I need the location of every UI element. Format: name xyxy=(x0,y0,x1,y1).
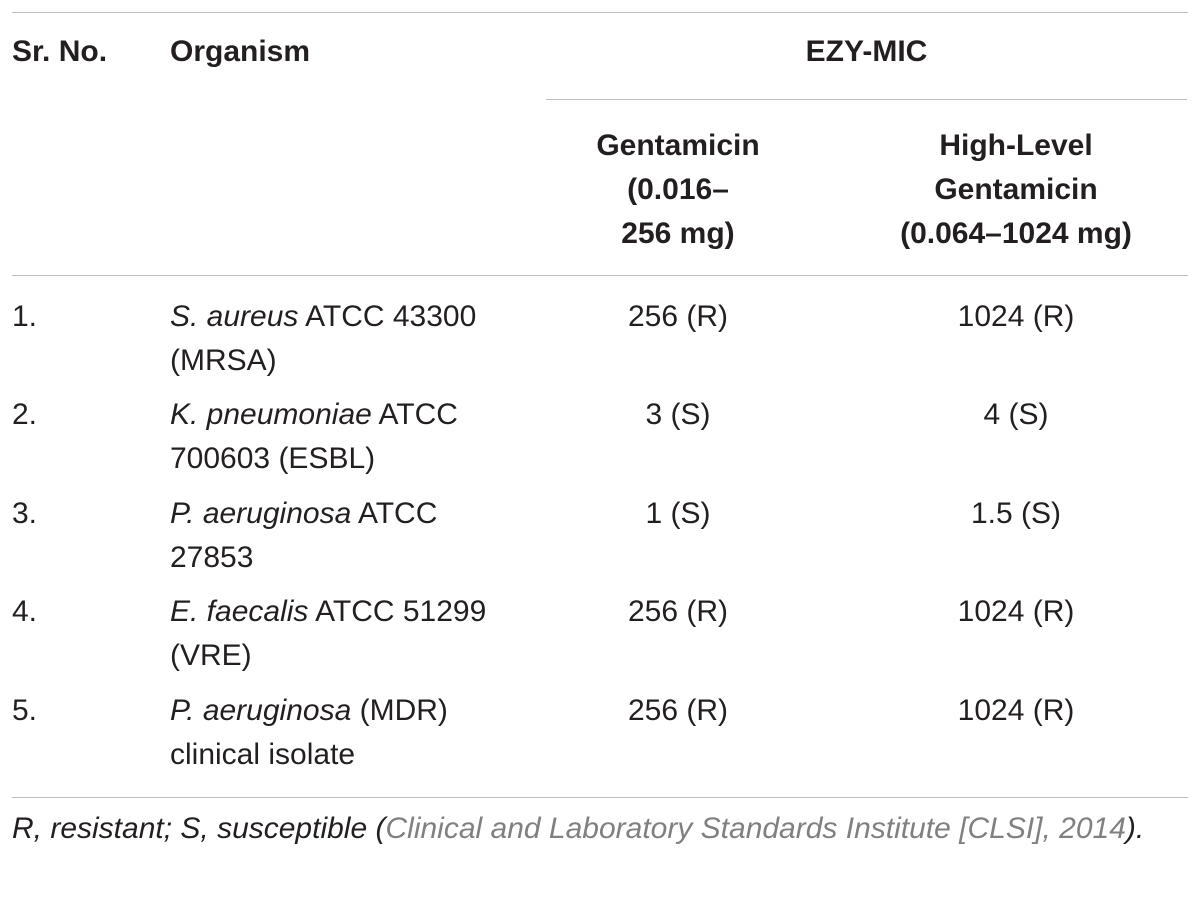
row-3-organism-italic: P. aeruginosa xyxy=(170,497,352,530)
row-2-sr: 2. xyxy=(12,398,38,431)
row-5-high-level: 1024 (R) xyxy=(957,694,1075,727)
row-1-organism xyxy=(170,295,540,383)
table-bottom-rule xyxy=(12,797,1188,798)
row-2-organism-italic: K. pneumoniae xyxy=(170,398,372,431)
row-2-organism-line1 xyxy=(170,393,540,437)
row-1-organism-rest: ATCC 43300 xyxy=(298,300,477,333)
row-4-organism-rest: ATCC 51299 xyxy=(308,595,487,628)
header-gentamicin-line1: Gentamicin xyxy=(596,129,760,162)
row-5-sr: 5. xyxy=(12,694,38,727)
footnote-tail: ). xyxy=(1125,812,1145,845)
header-ezy-mic: EZY-MIC xyxy=(805,35,928,68)
header-high-level-line1: High-Level xyxy=(939,129,1093,162)
ezy-mic-span-rule xyxy=(546,99,1187,100)
row-3-organism-rest: ATCC xyxy=(351,497,438,530)
table-top-rule xyxy=(12,12,1188,13)
row-3-high-level: 1.5 (S) xyxy=(970,497,1062,530)
row-4-organism-italic: E. faecalis xyxy=(170,595,309,628)
table-footnote xyxy=(12,806,1172,852)
row-4-organism xyxy=(170,590,540,678)
header-high-level-line3: (0.064–1024 mg) xyxy=(900,217,1132,250)
row-2-organism-line2: 700603 (ESBL) xyxy=(170,442,376,475)
row-4-organism-line1 xyxy=(170,590,540,634)
row-4-organism-line2: (VRE) xyxy=(170,639,252,672)
header-gentamicin-line2: (0.016– xyxy=(627,173,729,206)
row-2-high-level: 4 (S) xyxy=(983,398,1049,431)
row-5-organism-italic: P. aeruginosa xyxy=(170,694,352,727)
row-4-gentamicin: 256 (R) xyxy=(627,595,729,628)
header-sr-no: Sr. No. xyxy=(12,35,108,68)
footnote-reference-link[interactable]: Clinical and Laboratory Standards Institute [CLSI], 2014 xyxy=(385,812,1126,845)
row-1-organism-line2: (MRSA) xyxy=(170,344,277,377)
row-3-gentamicin: 1 (S) xyxy=(645,497,711,530)
header-organism: Organism xyxy=(170,35,311,68)
row-5-organism-rest: (MDR) xyxy=(351,694,448,727)
row-3-organism-line1 xyxy=(170,492,540,536)
row-1-high-level: 1024 (R) xyxy=(957,300,1075,333)
header-high-level-line2: Gentamicin xyxy=(934,173,1098,206)
row-3-sr: 3. xyxy=(12,497,38,530)
row-3-organism-line2: 27853 xyxy=(170,541,254,574)
row-5-organism-line2: clinical isolate xyxy=(170,738,356,771)
row-3-organism xyxy=(170,492,540,580)
row-4-sr: 4. xyxy=(12,595,38,628)
row-4-high-level: 1024 (R) xyxy=(957,595,1075,628)
row-5-organism xyxy=(170,689,540,777)
header-high-level-gentamicin xyxy=(856,124,1176,256)
row-5-gentamicin: 256 (R) xyxy=(627,694,729,727)
row-2-organism-rest: ATCC xyxy=(371,398,458,431)
row-5-organism-line1 xyxy=(170,689,540,733)
footnote-text: R, resistant; S, susceptible ( xyxy=(12,812,386,845)
row-2-organism xyxy=(170,393,540,481)
row-1-sr: 1. xyxy=(12,300,38,333)
header-gentamicin xyxy=(558,124,798,256)
row-2-gentamicin: 3 (S) xyxy=(645,398,711,431)
header-bottom-rule xyxy=(12,275,1188,276)
row-1-organism-italic: S. aureus xyxy=(170,300,299,333)
row-1-organism-line1 xyxy=(170,295,540,339)
row-1-gentamicin: 256 (R) xyxy=(627,300,729,333)
header-gentamicin-line3: 256 mg) xyxy=(621,217,735,250)
